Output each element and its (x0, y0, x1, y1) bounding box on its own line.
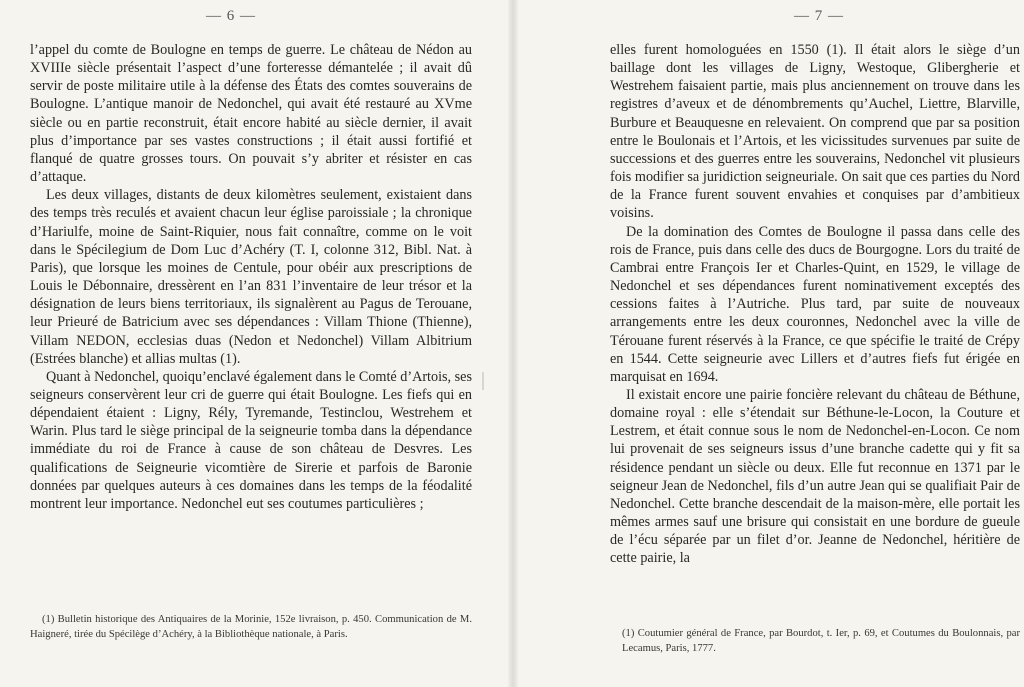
footnote: (1) Coutumier général de France, par Bourdot, t. Ier, p. 69, et Coutumes du Boulonnais, par Lecamus, Paris, 1777. (622, 628, 1020, 654)
page-number: — 6 — (206, 8, 256, 24)
footnote: (1) Bulletin historique des Antiquaires de la Morinie, 152e livraison, p. 450. Communication de M. Haigneré, tirée du Spécilège d’Achéry, à la Bibliothèque nationale, à Paris. (30, 614, 472, 640)
paragraph: Quant à Nedonchel, quoiqu’enclavé également dans le Comté d’Artois, ses seigneurs conservèrent leur cri de guerre qui était Boulogne. Les fiefs qui en dépendaient étaient : Ligny, Rély, Tyremande, Testinclou, Westrehem et Warin. Plus tard le siège principal de la seigneurie tomba dans la dépendance immédiate du roi de France à cause de son château de Desvres. Les qualifications de Seigneurie vicomtière de Sirerie et parfois de Baronie données par quelques auteurs à ces domaines dans les temps de la féodalité montrent leur importance. Nedonchel eut ses coutumes particulières ; (30, 368, 472, 512)
right-page (512, 0, 1024, 687)
paper-mark (482, 372, 484, 390)
page-number: — 7 — (794, 8, 844, 24)
paragraph: elles furent homologuées en 1550 (1). Il était alors le siège d’un baillage dont les villages de Ligny, Westoque, Glibergherie et Westrehem faisaient partie, mais plus anciennement on trouve dans les registres d’aveux et de dénombrements qu’Auchel, Liettre, Blarville, Burbure et Beauquesne en relevaient. On comprend que par sa position entre le Boulonais et l’Artois, et les vicissitudes survenues par suite de successions et des guerres entre les souverains, Nedonchel vit plusieurs fois modifier sa juridiction seigneuriale. On sait que ces parties du Nord de la France furent souvent envahies et conquises par d’ambitieux voisins. (610, 42, 1020, 222)
paragraph: Les deux villages, distants de deux kilomètres seulement, existaient dans des temps très reculés et avaient chacun leur église paroissiale ; la chronique d’Hariulfe, moine de Saint-Riquier, nous fait connaître, comme on le voit dans le Spécilegium de Dom Luc d’Achéry (T. I, colonne 312, Bibl. Nat. à Paris), que lorsque les moines de Centule, pour obéir aux prescriptions de Louis le Débonnaire, dressèrent en l’an 831 l’inventaire de leur trésor et la désignation de leurs biens territoriaux, ils signalèrent au Pagus de Terouane, leur Prieuré de Batricium avec ses dépendances : Villam Thione (Thienne), Villam NEDON, ecclesias duas (Nedon et Nedonchel) Villam Albitrium (Estrées blanche) et allias multas (1). (30, 187, 472, 367)
paragraph: Il existait encore une pairie foncière relevant du château de Béthune, domaine royal : elle s’étendait sur Béthune-le-Locon, la Couture et Lestrem, et était connue sous le nom de Nedonchel-en-Locon. Ce nom lui provenait de ses seigneurs issus d’une branche cadette qui y fit sa résidence pendant un siècle ou deux. Elle fut reconnue en 1371 par le seigneur Jean de Nedonchel, fils d’un autre Jean qui se qualifiait Pair de Nedonchel. Cette branche descendait de la maison-mère, elle portait les mêmes armes sauf une brisure qui consistait en une bordure de gueule de l’écu séparée par un filet d’or. Jeanne de Nedonchel, héritière de cette pairie, la (610, 386, 1020, 567)
paragraph: De la domination des Comtes de Boulogne il passa dans celle des rois de France, puis dans celle des ducs de Bourgogne. Lors du traité de Cambrai entre François Ier et Charles-Quint, en 1529, le village de Nedonchel et ses dépendances furent nominativement exceptés des cessions faites à l’Autriche. Plus tard, par suite de nouveaux arrangements entre les deux couronnes, Nedonchel avec la ville de Térouane furent réservés à la France, ce que spécifie le traité de Crépy en 1544. Cette seigneurie avec Lillers et d’autres fiefs fut érigée en marquisat en 1694. (610, 223, 1020, 385)
right-body-text (610, 41, 1020, 568)
left-body-text (30, 41, 472, 513)
paragraph: l’appel du comte de Boulogne en temps de guerre. Le château de Nédon au XVIIIe siècle présentait l’aspect d’une forteresse démantelée ; il avait dû servir de poste militaire utile à la défense des États des comtes souverains de Boulogne. L’antique manoir de Nedonchel, qui avait été restauré au XVme siècle ou en partie reconstruit, était encore habité au siècle dernier, il avait plus d’importance par ses vastes constructions ; il était aussi fortifié et flanqué de quatre grosses tours. On pouvait s’y abriter et résister en cas d’attaque. (30, 42, 472, 186)
